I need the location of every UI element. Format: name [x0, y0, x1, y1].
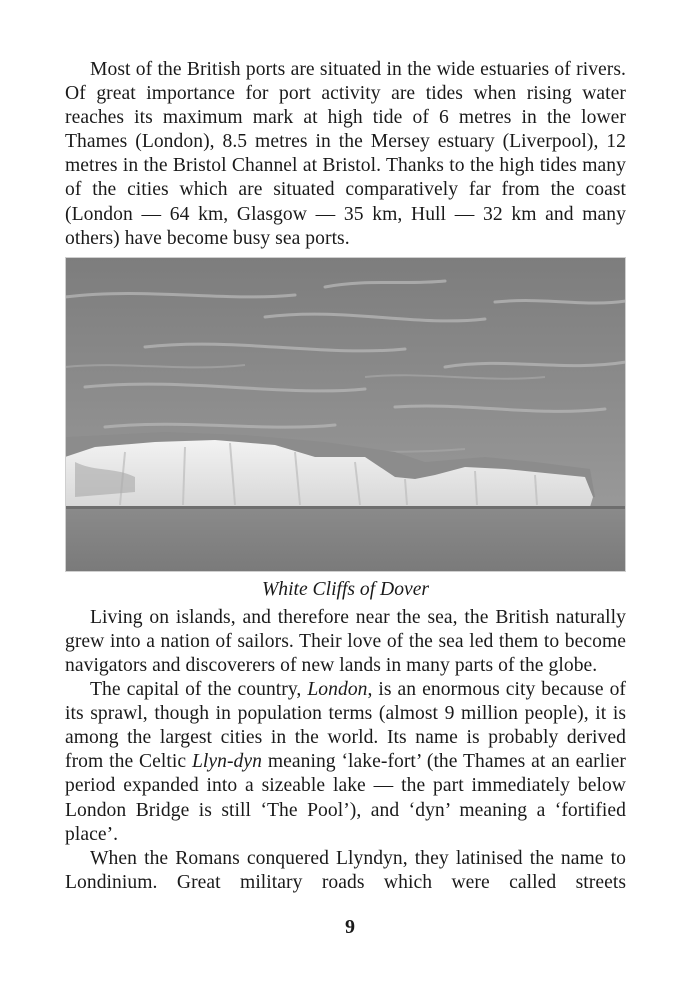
- text-segment: meaning ‘lake-fort’ (the Thames at an earlier period expanded into a sizeable lake — the part immediately below London Bridge is still ‘The Pool’), and ‘dyn’ meaning a ‘fortified place’.: [65, 751, 626, 845]
- paragraph-ports: Most of the British ports are situated in the wide estuaries of rivers. Of great importance for port activity are tides when rising water reaches its maximum mark at high tide of 6 metres in the lower Thames (London), 8.5 metres in the Mersey estuary (Liverpool), 12 metres in the Bristol Channel at Bristol. Thanks to the high tides many of the cities which are situated comparatively far from the coast (London — 64 km, Glasgow — 35 km, Hull — 32 km and many others) have become busy sea ports.: [65, 59, 626, 249]
- paragraph-romans: When the Romans conquered Llyndyn, they latinised the name to Londinium. Great military roads which were called streets: [65, 847, 626, 893]
- term-llyn-dyn: Llyn-dyn: [191, 751, 262, 773]
- text-segment: , is an enormous city because of its sprawl, though in population terms (almost 9 million people), it is among the largest cities in the world. Its name is probably derived from the Celtic: [65, 679, 626, 773]
- term-london: London: [307, 679, 368, 701]
- text-segment: The capital of the country,: [90, 679, 308, 701]
- page-body: [65, 58, 626, 895]
- cliffs-photo: [65, 257, 626, 572]
- paragraph-london: [65, 678, 626, 847]
- paragraph-sailors: Living on islands, and therefore near the sea, the British naturally grew into a nation of sailors. Their love of the sea led them to become navigators and discoverers of new lands in many parts of the globe.: [65, 606, 626, 676]
- page-number: 9: [345, 916, 355, 938]
- figure-caption: White Cliffs of Dover: [261, 578, 430, 600]
- figure-white-cliffs: [65, 257, 626, 572]
